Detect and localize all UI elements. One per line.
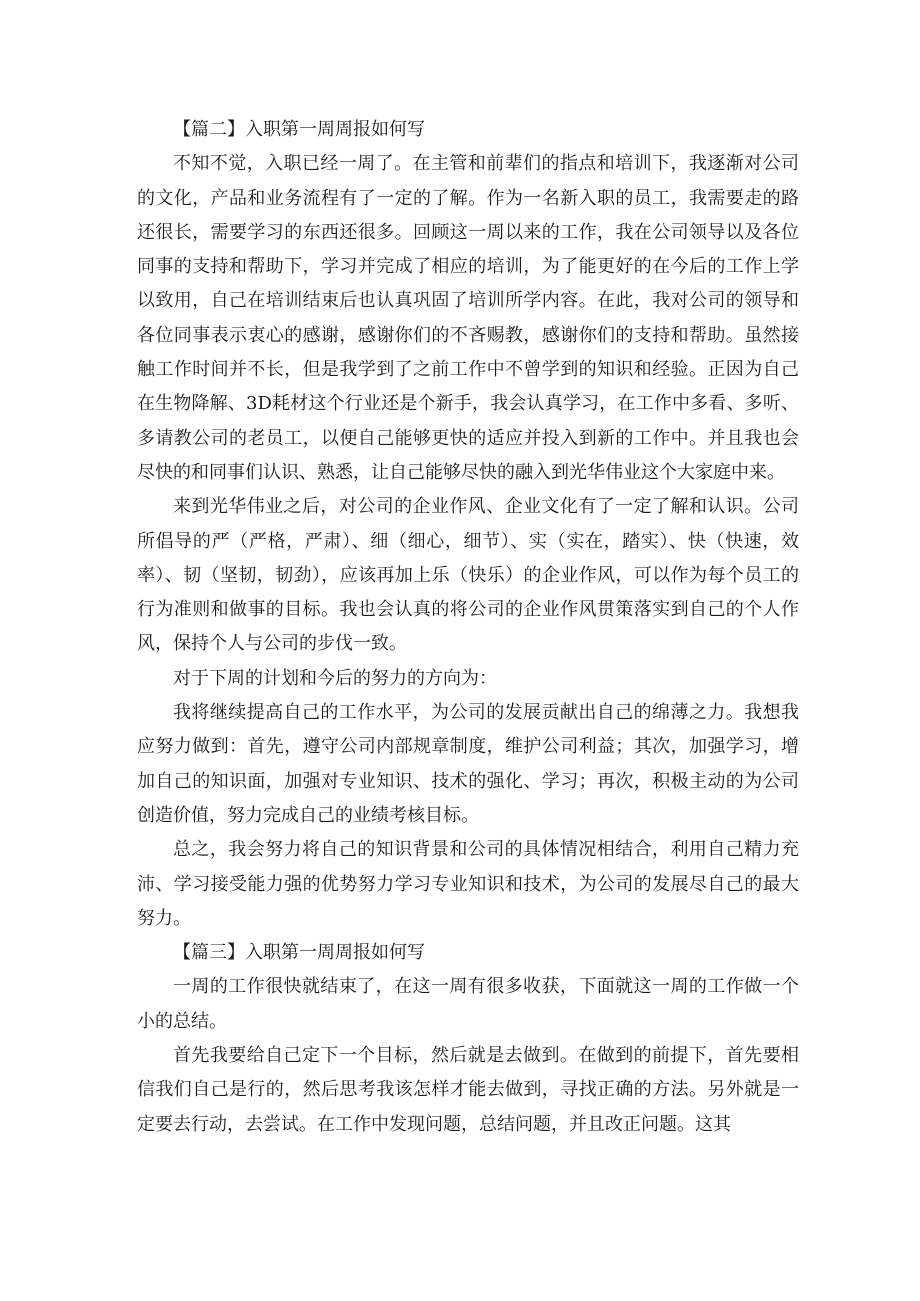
paragraph-plan-intro: 对于下周的计划和今后的努力的方向为： bbox=[173, 667, 497, 689]
paragraph-goal: 首先我要给自己定下一个目标，然后就是去做到。在做到的前提下，首先要相信我们自己是行的，然后思考我该怎样才能去做到，寻找正确的方法。另外就是一定要去行动，去尝试。在工作中发现问题，总结问题，并且改正问题。这其 bbox=[137, 1045, 799, 1135]
paragraph-intro: 不知不觉，入职已经一周了。在主管和前辈们的指点和培训下，我逐渐对公司的文化，产品和业务流程有了一定的了解。作为一名新入职的员工，我需要走的路还很长，需要学习的东西还很多。回顾这一周以来的工作，我在公司领导以及各位同事的支持和帮助下，学习并完成了相应的培训，为了能更好的在今后的工作上学以致用，自己在培训结束后也认真巩固了培训所学内容。在此，我对公司的领导和各位同事表示衷心的感谢，感谢你们的不吝赐教，感谢你们的支持和帮助。虽然接触工作时间并不长，但是我学到了之前工作中不曾学到的知识和经验。正因为自己在生物降解、3D耗材这个行业还是个新手，我会认真学习，在工作中多看、多听、多请教公司的老员工，以便自己能够更快的适应并投入到新的工作中。并且我也会尽快的和同事们认识、熟悉，让自己能够尽快的融入到光华伟业这个大家庭中来。 bbox=[137, 153, 799, 483]
document-body bbox=[137, 113, 799, 1142]
paragraph-plan: 我将继续提高自己的工作水平，为公司的发展贡献出自己的绵薄之力。我想我应努力做到：首先，遵守公司内部规章制度，维护公司利益；其次，加强学习，增加自己的知识面，加强对专业知识、技术的强化、学习；再次，积极主动的为公司创造价值，努力完成自己的业绩考核目标。 bbox=[137, 702, 799, 826]
section-heading-2: 【篇二】入职第一周周报如何写 bbox=[173, 119, 425, 140]
paragraph-culture: 来到光华伟业之后，对公司的企业作风、企业文化有了一定了解和认识。公司所倡导的严（严格，严肃）、细（细心，细节）、实（实在，踏实）、快（快速，效率）、韧（坚韧，韧劲），应该再加上乐（快乐）的企业作风，可以作为每个员工的行为准则和做事的目标。我也会认真的将公司的企业作风贯策落实到自己的个人作风，保持个人与公司的步伐一致。 bbox=[137, 496, 799, 655]
section-heading-3: 【篇三】入职第一周周报如何写 bbox=[173, 942, 425, 964]
paragraph-week-end: 一周的工作很快就结束了，在这一周有很多收获，下面就这一周的工作做一个小的总结。 bbox=[137, 976, 799, 1032]
paragraph-summary: 总之，我会努力将自己的知识背景和公司的具体情况相结合，利用自己精力充沛、学习接受能力强的优势努力学习专业知识和技术，为公司的发展尽自己的最大努力。 bbox=[137, 839, 799, 929]
